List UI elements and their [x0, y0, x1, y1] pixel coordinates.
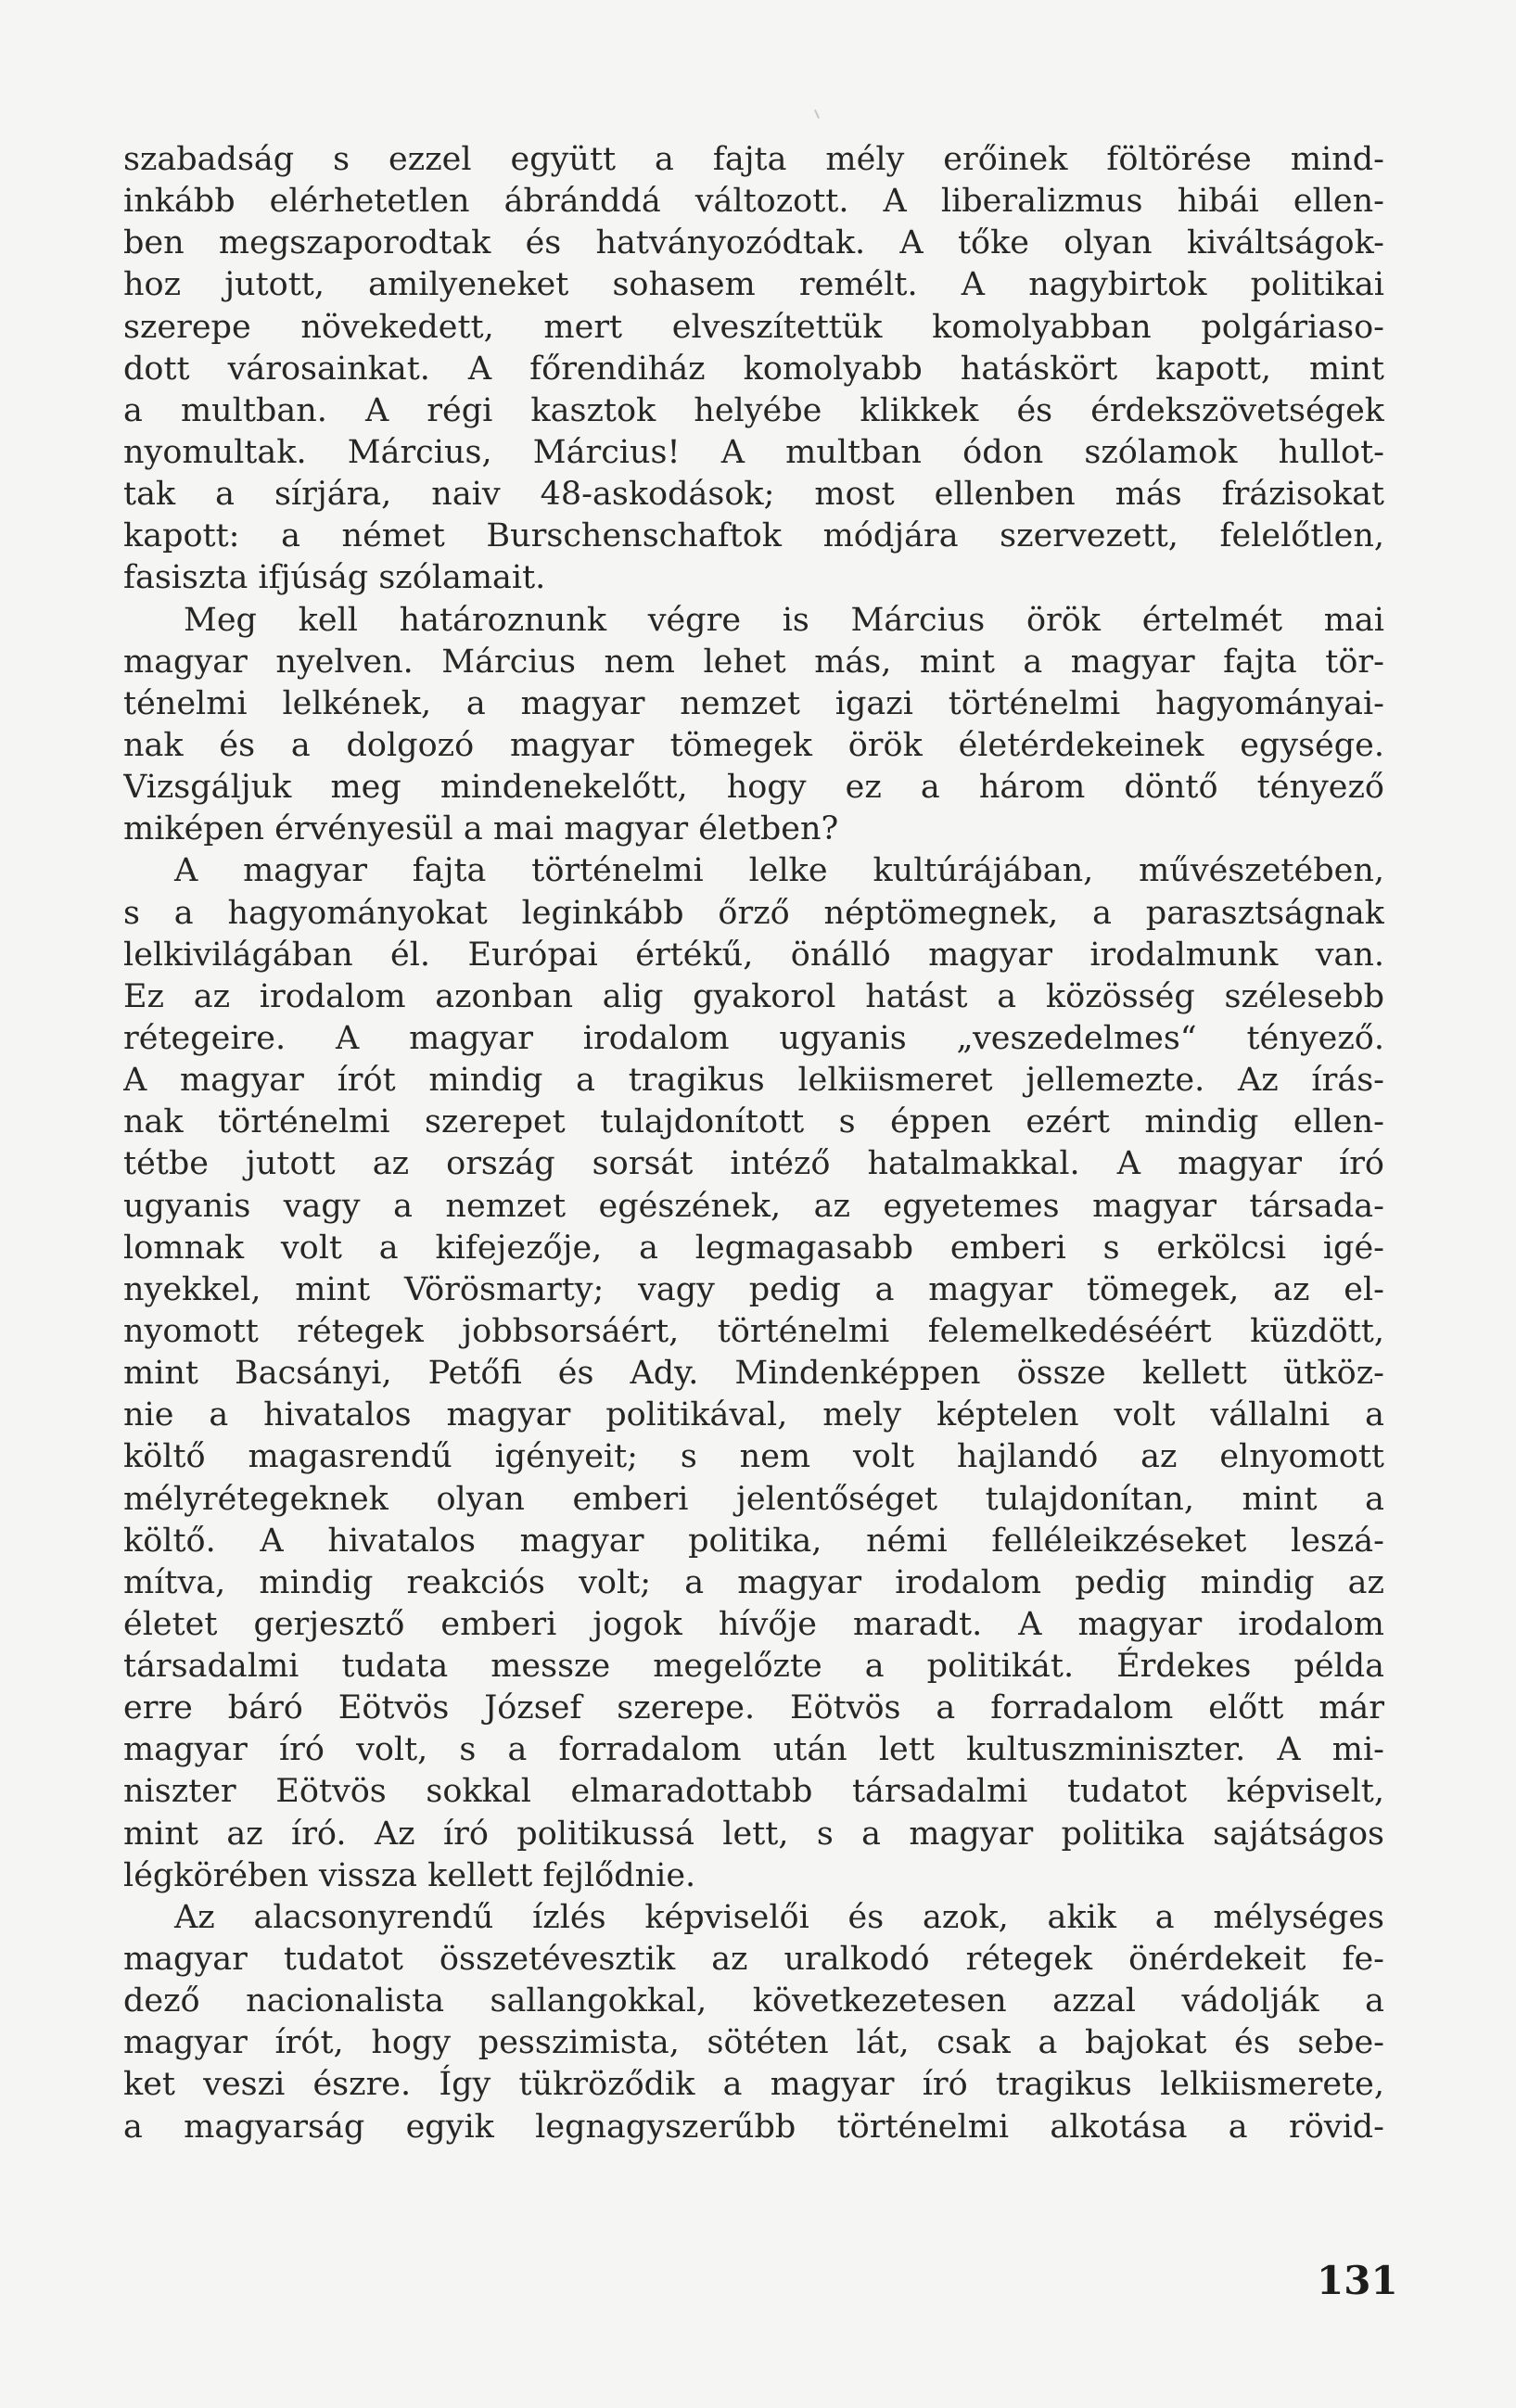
- paragraph-end-line: fasiszta ifjúság szólamait.: [123, 559, 546, 597]
- paragraph-end-line: miképen érvényesül a mai magyar életben?: [123, 810, 839, 848]
- page-number: 131: [1317, 2258, 1398, 2303]
- text-line: ben megszaporodtak és hatványozódtak. A tőke olyan kiváltságok-: [123, 224, 1384, 262]
- text-line: lelkivilágában él. Európai értékű, önálló magyar irodalmunk van.: [123, 936, 1384, 974]
- text-line: ugyanis vagy a nemzet egészének, az egyetemes magyar társada-: [123, 1187, 1384, 1225]
- text-line: lomnak volt a kifejezője, a legmagasabb emberi s erkölcsi igé-: [123, 1229, 1384, 1267]
- text-line: s a hagyományokat leginkább őrző néptömegnek, a parasztságnak: [123, 894, 1384, 932]
- paragraph-start-line: A magyar fajta történelmi lelke kultúrájában, művészetében,: [174, 852, 1384, 890]
- text-line: erre báró Eötvös József szerepe. Eötvös a forradalom előtt már: [123, 1689, 1384, 1727]
- text-line: magyar írót, hogy pesszimista, sötéten lát, csak a bajokat és sebe-: [123, 2024, 1384, 2062]
- text-line: magyar tudatot összetévesztik az uralkodó rétegek önérdekeit fe-: [123, 1941, 1384, 1979]
- text-line: költő magasrendű igényeit; s nem volt hajlandó az elnyomott: [123, 1438, 1384, 1476]
- text-line: életet gerjesztő emberi jogok hívője maradt. A magyar irodalom: [123, 1605, 1384, 1643]
- text-line: tétbe jutott az ország sorsát intéző hatalmakkal. A magyar író: [123, 1145, 1384, 1183]
- text-line: ténelmi lelkének, a magyar nemzet igazi történelmi hagyományai-: [123, 684, 1384, 722]
- text-line: Vizsgáljuk meg mindenekelőtt, hogy ez a három döntő tényező: [123, 769, 1384, 807]
- text-line: kapott: a német Burschenschaftok módjára szervezett, felelőtlen,: [123, 517, 1384, 555]
- text-line: nak történelmi szerepet tulajdonított s éppen ezért mindig ellen-: [123, 1103, 1384, 1141]
- text-line: ket veszi észre. Így tükröződik a magyar író tragikus lelkiismerete,: [123, 2066, 1384, 2104]
- text-line: rétegeire. A magyar irodalom ugyanis „veszedelmes“ tényező.: [123, 1019, 1384, 1057]
- paragraph-end-line: légkörében vissza kellett fejlődnie.: [123, 1856, 696, 1894]
- text-line: nyomott rétegek jobbsorsáért, történelmi felemelkedéséért küzdött,: [123, 1312, 1384, 1350]
- text-line: szabadság s ezzel együtt a fajta mély erőinek föltörése mind-: [123, 141, 1384, 178]
- text-line: dező nacionalista sallangokkal, következetesen azzal vádolják a: [123, 1982, 1384, 2020]
- text-line: Ez az irodalom azonban alig gyakorol hatást a közösség szélesebb: [123, 977, 1384, 1015]
- text-line: A magyar írót mindig a tragikus lelkiismeret jellemezte. Az írás-: [123, 1062, 1384, 1100]
- text-line: niszter Eötvös sokkal elmaradottabb társadalmi tudatot képviselt,: [123, 1773, 1384, 1811]
- text-line: a magyarság egyik legnagyszerűbb történelmi alkotása a rövid-: [123, 2108, 1384, 2146]
- text-line: hoz jutott, amilyeneket sohasem remélt. A nagybirtok politikai: [123, 266, 1384, 304]
- paragraph-start-line: Meg kell határoznunk végre is Március örök értelmét mai: [184, 601, 1384, 639]
- print-speck: [814, 109, 820, 119]
- text-line: mítva, mindig reakciós volt; a magyar irodalom pedig mindig az: [123, 1563, 1384, 1601]
- text-line: nie a hivatalos magyar politikával, mely képtelen volt vállalni a: [123, 1396, 1384, 1434]
- text-line: költő. A hivatalos magyar politika, némi felléleikzéseket leszá-: [123, 1522, 1384, 1560]
- text-line: mélyrétegeknek olyan emberi jelentőséget tulajdonítan, mint a: [123, 1480, 1384, 1518]
- text-line: tak a sírjára, naiv 48-askodások; most ellenben más frázisokat: [123, 476, 1384, 514]
- text-line: a multban. A régi kasztok helyébe klikkek és érdekszövetségek: [123, 391, 1384, 429]
- text-line: inkább elérhetetlen ábránddá változott. A liberalizmus hibái ellen-: [123, 183, 1384, 221]
- text-line: nak és a dolgozó magyar tömegek örök életérdekeinek egysége.: [123, 726, 1384, 764]
- text-line: nyekkel, mint Vörösmarty; vagy pedig a magyar tömegek, az el-: [123, 1270, 1384, 1308]
- text-line: társadalmi tudata messze megelőzte a politikát. Érdekes példa: [123, 1648, 1384, 1686]
- text-line: mint Bacsányi, Petőfi és Ady. Mindenképpen össze kellett ütköz-: [123, 1355, 1384, 1393]
- text-line: magyar nyelven. Március nem lehet más, mint a magyar fajta tör-: [123, 643, 1384, 681]
- text-line: mint az író. Az író politikussá lett, s a magyar politika sajátságos: [123, 1815, 1384, 1853]
- text-line: nyomultak. Március, Március! A multban ódon szólamok hullot-: [123, 433, 1384, 471]
- text-line: szerepe növekedett, mert elveszítettük komolyabban polgáriaso-: [123, 308, 1384, 346]
- body-text: [123, 139, 1384, 2148]
- text-line: magyar író volt, s a forradalom után lett kultuszminiszter. A mi-: [123, 1731, 1384, 1769]
- paragraph-start-line: Az alacsonyrendű ízlés képviselői és azok, akik a mélységes: [174, 1898, 1384, 1936]
- text-line: dott városainkat. A főrendiház komolyabb hatáskört kapott, mint: [123, 350, 1384, 388]
